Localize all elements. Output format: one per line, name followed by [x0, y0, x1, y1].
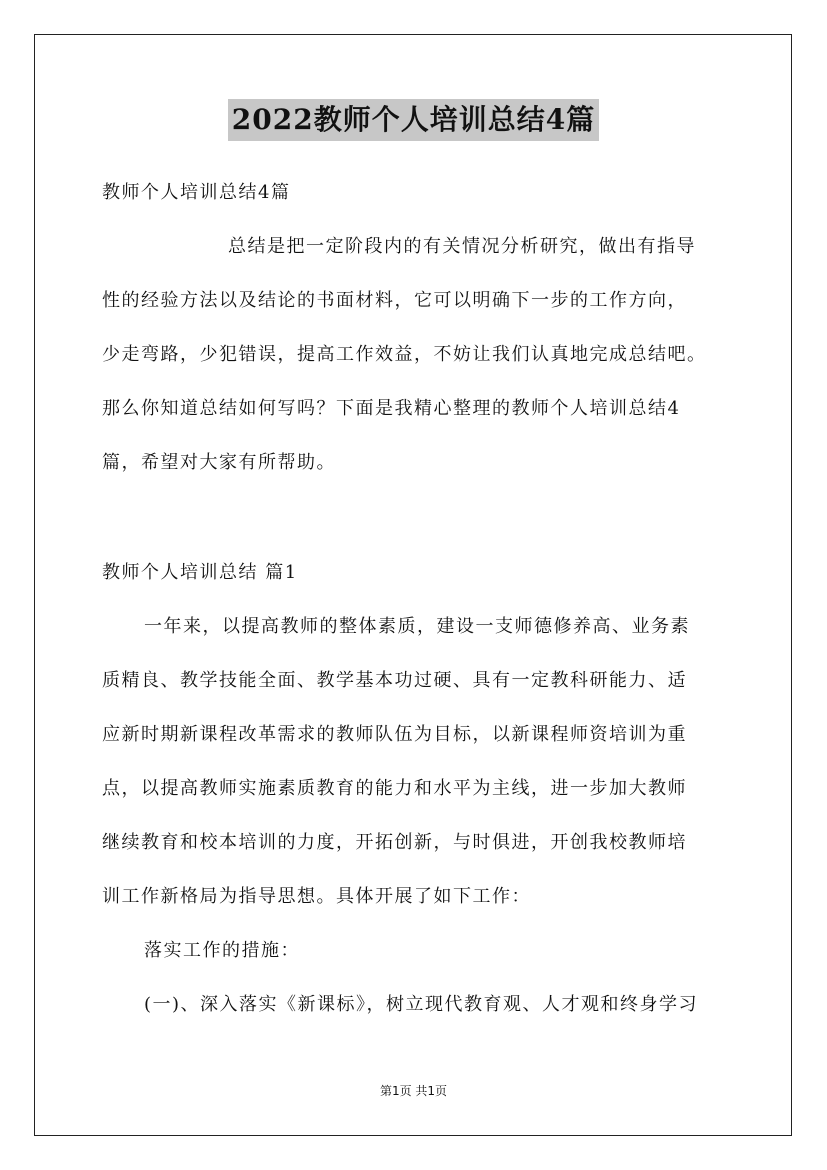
document-title: 2022教师个人培训总结4篇	[228, 99, 599, 141]
intro-line-3: 少走弯路，少犯错误，提高工作效益，不妨让我们认真地完成总结吧。	[102, 344, 707, 365]
intro-line-5: 篇，希望对大家有所帮助。	[102, 452, 336, 473]
section-heading: 教师个人培训总结 篇1	[102, 562, 298, 583]
body-line-2: 质精良、教学技能全面、教学基本功过硬、具有一定教科研能力、适	[102, 670, 687, 691]
intro-line-1: 总结是把一定阶段内的有关情况分析研究，做出有指导	[228, 236, 696, 257]
intro-line-2: 性的经验方法以及结论的书面材料，它可以明确下一步的工作方向，	[102, 290, 687, 311]
body-line-6: 训工作新格局为指导思想。具体开展了如下工作：	[102, 886, 531, 907]
intro-line-4: 那么你知道总结如何写吗？下面是我精心整理的教师个人培训总结4	[102, 398, 681, 419]
subtitle: 教师个人培训总结4篇	[102, 182, 291, 203]
measures-line-1: (一)、深入落实《新课标》，树立现代教育观、人才观和终身学习	[144, 994, 699, 1015]
body-line-5: 继续教育和校本培训的力度，开拓创新，与时俱进，开创我校教师培	[102, 832, 687, 853]
title-container	[0, 99, 827, 141]
measures-heading: 落实工作的措施：	[144, 940, 300, 961]
page-footer: 第1页 共1页	[379, 1084, 448, 1098]
body-line-4: 点，以提高教师实施素质教育的能力和水平为主线，进一步加大教师	[102, 778, 687, 799]
body-line-3: 应新时期新课程改革需求的教师队伍为目标，以新课程师资培训为重	[102, 724, 687, 745]
body-line-1: 一年来，以提高教师的整体素质，建设一支师德修养高、业务素	[144, 616, 690, 637]
